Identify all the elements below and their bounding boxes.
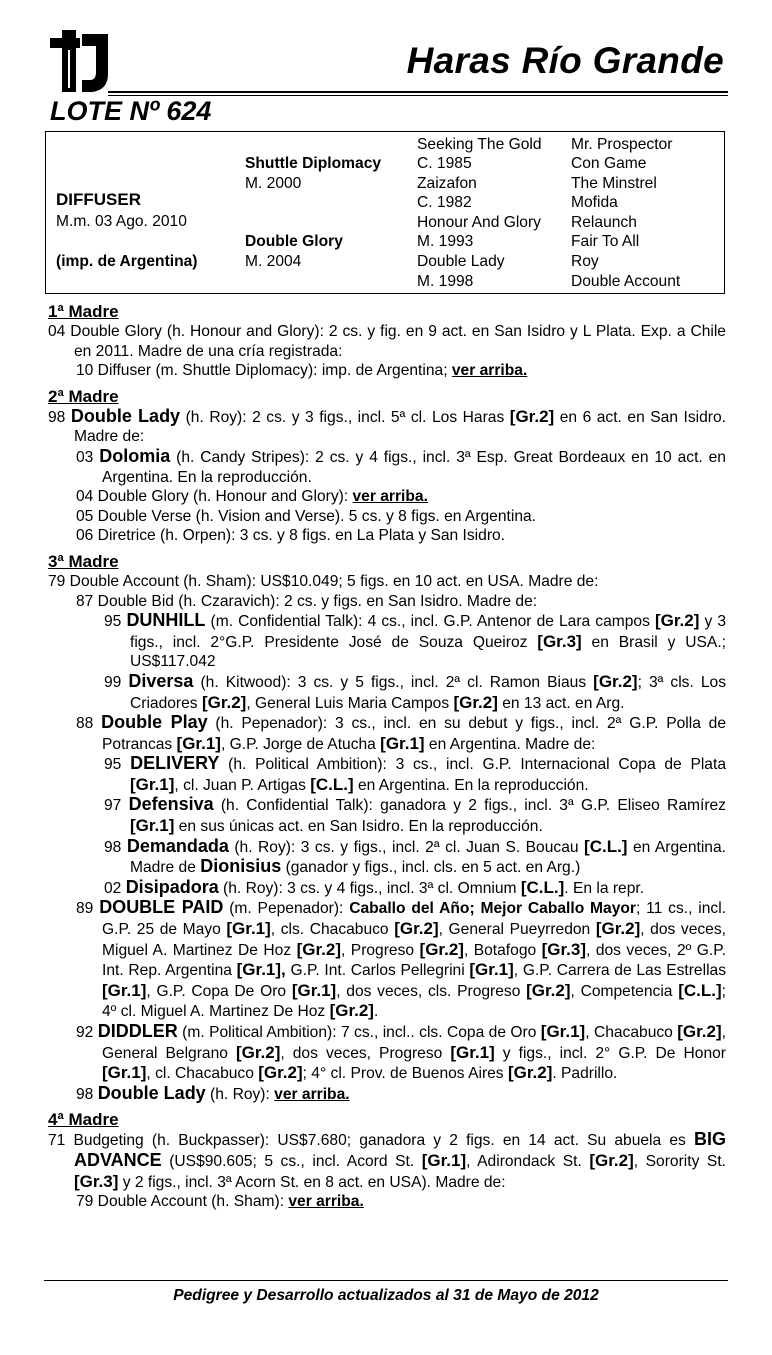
granddam-2-year: M. 1998 [417,273,474,290]
grandsire-2: Honour And Glory [417,214,541,231]
grandsire-1: Seeking The Gold [417,136,542,153]
lote-number: LOTE Nº 624 [50,96,212,126]
section-heading-1a-madre: 1ª Madre [48,302,119,321]
produce-entry: 88 Double Play (h. Pepenador): 3 cs., incl. en su debut y figs., incl. 2ª G.P. Polla de Potrancas [Gr.1], G.P. Jorge de Atucha [Gr.1] en Argentina. Madre de: [76,712,726,753]
ver-arriba-link[interactable]: ver arriba. [288,1193,364,1211]
produce-entry: 10 Diffuser (m. Shuttle Diplomacy): imp. de Argentina; ver arriba. [76,362,528,380]
dam-entry: 79 Double Account (h. Sham): US$10.049; 5 figs. en 10 act. en USA. Madre de: [48,572,599,590]
ggparent: The Minstrel [571,175,657,192]
dam-entry: 98 Double Lady (h. Roy): 2 cs. y 3 figs., incl. 5ª cl. Los Haras [Gr.2] en 6 act. en San Isidro. Madre de: [48,405,727,446]
produce-entry: 02 Disipadora (h. Roy): 3 cs. y 4 figs., incl. 3ª cl. Omnium [C.L.]. En la repr. [104,876,645,897]
ggparent: Mr. Prospector [571,136,673,153]
ggparent: Fair To All [571,233,640,250]
footer-rule [44,1280,728,1281]
produce-entry: 97 Defensiva (h. Confidential Talk): ganadora y 2 figs., incl. 3ª G.P. Eliseo Ramírez [Gr.1] en sus únicas act. en San Isidro. En la reproducción. [104,794,726,836]
dam-name: Double Glory [245,233,343,250]
produce-entry: 95 DELIVERY (h. Political Ambition): 3 cs., incl. G.P. Internacional Copa de Plata [Gr.1], cl. Juan P. Artigas [C.L.] en Argentina. En la reproducción. [104,753,726,794]
horse-name: DIFFUSER [56,190,141,209]
grandsire-2-year: M. 1993 [417,233,474,250]
ggparent: Double Account [571,273,681,290]
ggparent: Mofida [571,194,618,211]
produce-entry: 95 DUNHILL (m. Confidential Talk): 4 cs., incl. G.P. Antenor de Lara campos [Gr.2] y 3 figs., incl. 2°G.P. Presidente José de Souza Queiroz [Gr.3] en Brasil y USA.; US$117.042 [104,610,726,671]
horse-birth: M.m. 03 Ago. 2010 [56,213,187,230]
granddam-1: Zaizafon [417,175,477,192]
ver-arriba-link[interactable]: ver arriba. [451,362,528,380]
produce-entry: 03 Dolomia (h. Candy Stripes): 2 cs. y 4 figs., incl. 3ª Esp. Great Bordeaux en 10 act. en Argentina. En la reproducción. [76,445,726,486]
pedigree-table [45,131,725,294]
header-rule [108,91,728,93]
footer-note: Pedigree y Desarrollo actualizados al 31 de Mayo de 2012 [173,1287,599,1304]
produce-entry: 98 Double Lady (h. Roy): ver arriba. [76,1082,350,1103]
produce-entry: 05 Double Verse (h. Vision and Verse). 5 cs. y 8 figs. en Argentina. [76,507,536,525]
dam-year: M. 2004 [245,253,302,270]
ver-arriba-link[interactable]: ver arriba. [352,488,428,506]
brand-title: Haras Río Grande [406,40,724,81]
dam-entry: 71 Budgeting (h. Buckpasser): US$7.680; ganadora y 2 figs. en 14 act. Su abuela es BIG ADVANCE (US$90.605; 5 cs., incl. Acord St. [Gr.1], Adirondack St. [Gr.2], Sorority St. [Gr.3] y 2 figs., incl. 3ª Acorn St. en 8 act. en USA). Madre de: [48,1129,726,1191]
section-heading-4a-madre: 4ª Madre [48,1110,119,1130]
produce-entry: 87 Double Bid (h. Czaravich): 2 cs. y figs. en San Isidro. Madre de: [76,592,538,610]
produce-entry: 79 Double Account (h. Sham): ver arriba. [76,1193,364,1211]
produce-entry: 98 Demandada (h. Roy): 3 cs. y figs., incl. 2ª cl. Juan S. Boucau [C.L.] en Argentina. Madre de Dionisius (ganador y figs., incl. cls. en 5 act. en Arg.) [104,835,726,877]
horse-import: (imp. de Argentina) [56,253,198,270]
sire-year: M. 2000 [245,175,302,192]
ggparent: Con Game [571,155,647,172]
ggparent: Roy [571,253,599,270]
granddam-2: Double Lady [417,253,505,270]
produce-entry: 06 Diretrice (h. Orpen): 3 cs. y 8 figs. en La Plata y San Isidro. [76,527,506,545]
produce-entry: 92 DIDDLER (m. Political Ambition): 7 cs., incl.. cls. Copa de Oro [Gr.1], Chacabuco [Gr.2], General Belgrano [Gr.2], dos veces, Progreso [Gr.1] y figs., incl. 2° G.P. De Honor [Gr.1], cl. Chacabuco [Gr.2]; 4° cl. Prov. de Buenos Aires [Gr.2]. Padrillo. [76,1021,726,1083]
produce-entry: 99 Diversa (h. Kitwood): 3 cs. y 5 figs., incl. 2ª cl. Ramon Biaus [Gr.2]; 3ª cls. Los Criadores [Gr.2], General Luis Maria Campos [Gr.2] en 13 act. en Arg. [104,670,726,712]
produce-entry: 04 Double Glory (h. Honour and Glory): ver arriba. [76,488,428,506]
ver-arriba-link[interactable]: ver arriba. [274,1085,350,1103]
produce-entry: 89 DOUBLE PAID (m. Pepenador): Caballo del Año; Mejor Caballo Mayor; 11 cs., incl. G.P. 25 de Mayo [Gr.1], cls. Chacabuco [Gr.2], General Pueyrredon [Gr.2], dos veces, Miguel A. Martinez De Hoz [Gr.2], Progreso [Gr.2], Botafogo [Gr.3], dos veces, 2º G.P. Int. Rep. Argentina [Gr.1], G.P. Int. Carlos Pellegrini [Gr.1], G.P. Carrera de Las Estrellas [Gr.1], G.P. Copa De Oro [Gr.1], dos veces, cls. Progreso [Gr.2], Competencia [C.L.]; 4º cl. Miguel A. Martinez De Hoz [Gr.2]. [76,897,727,1021]
granddam-1-year: C. 1982 [417,194,472,211]
section-heading-2a-madre: 2ª Madre [48,386,119,406]
haras-rio-grande-logo-icon [48,28,110,94]
sire-name: Shuttle Diplomacy [245,155,382,172]
ggparent: Relaunch [571,214,637,231]
section-heading-3a-madre: 3ª Madre [48,551,119,571]
catalogue-text [48,302,726,1212]
grandsire-1-year: C. 1985 [417,155,472,172]
dam-entry: 04 Double Glory (h. Honour and Glory): 2 cs. y fig. en 9 act. en San Isidro y L Plata. Exp. a Chile en 2011. Madre de una cría registrada: [48,323,726,360]
